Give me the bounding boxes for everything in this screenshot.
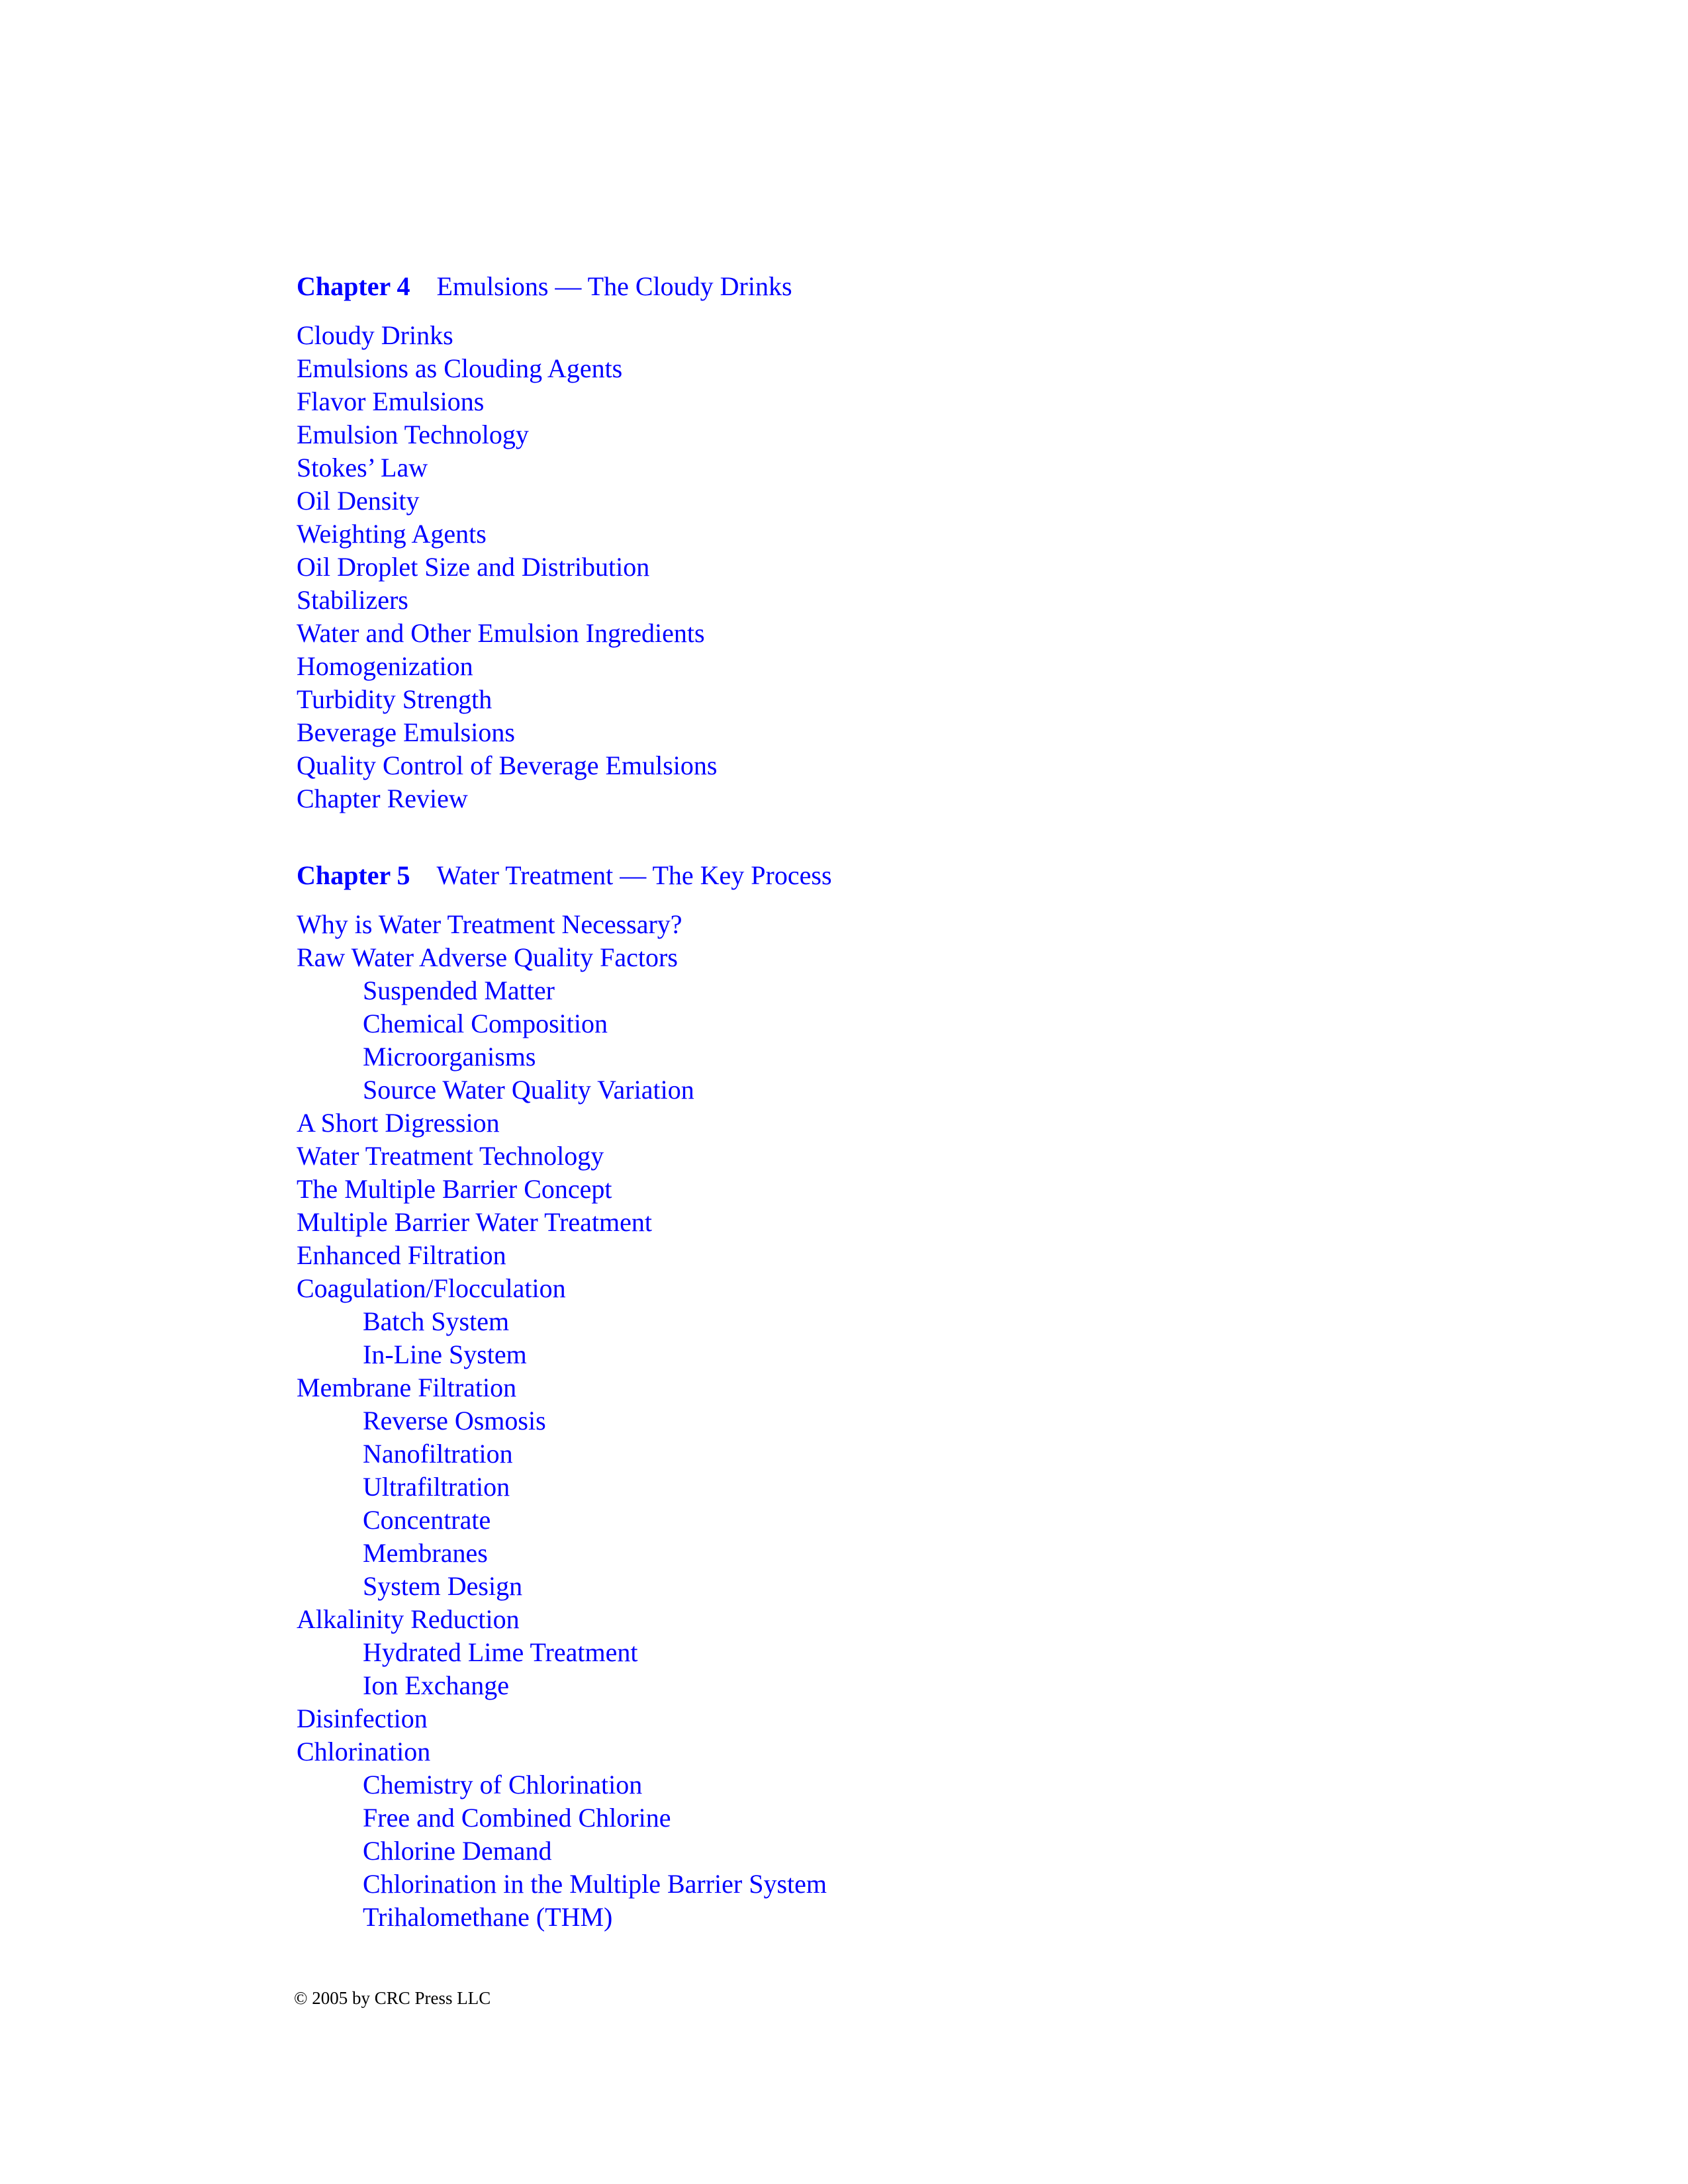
toc-subsection-link[interactable]: Free and Combined Chlorine xyxy=(363,1803,671,1833)
toc-subsection-link[interactable]: Hydrated Lime Treatment xyxy=(363,1637,638,1667)
toc-section-link[interactable]: The Multiple Barrier Concept xyxy=(297,1174,612,1204)
toc-section-link[interactable]: Water Treatment Technology xyxy=(297,1141,604,1171)
chapter-number: Chapter 5 xyxy=(297,860,410,890)
toc-section-link[interactable]: Water and Other Emulsion Ingredients xyxy=(297,618,705,648)
toc-subsection-link[interactable]: Chemistry of Chlorination xyxy=(363,1770,643,1799)
toc-section-link[interactable]: Quality Control of Beverage Emulsions xyxy=(297,751,718,780)
toc-section-link[interactable]: Enhanced Filtration xyxy=(297,1240,506,1270)
toc-subsection-link[interactable]: Batch System xyxy=(363,1306,510,1336)
chapter-entries xyxy=(297,908,1422,1934)
chapter-title: Water Treatment — The Key Process xyxy=(436,860,832,890)
toc-subsection-link[interactable]: Ion Exchange xyxy=(363,1670,510,1700)
toc-section-link[interactable]: Alkalinity Reduction xyxy=(297,1604,520,1634)
toc-section-link[interactable]: Weighting Agents xyxy=(297,519,487,549)
copyright-notice: © 2005 by CRC Press LLC xyxy=(294,1988,491,2008)
toc-section-link[interactable]: Disinfection xyxy=(297,1704,428,1733)
toc-section-link[interactable]: A Short Digression xyxy=(297,1108,500,1138)
toc-section-link[interactable]: Homogenization xyxy=(297,651,473,681)
chapter-heading[interactable] xyxy=(297,270,1422,303)
toc-subsection-link[interactable]: In-Line System xyxy=(363,1340,527,1369)
toc-subsection-link[interactable]: Concentrate xyxy=(363,1505,491,1535)
chapter-heading[interactable] xyxy=(297,859,1422,892)
toc-section-link[interactable]: Turbidity Strength xyxy=(297,684,492,714)
toc-section-link[interactable]: Oil Density xyxy=(297,486,420,516)
chapter-block-5 xyxy=(297,859,1422,1934)
table-of-contents xyxy=(297,270,1422,1934)
chapter-number: Chapter 4 xyxy=(297,271,410,301)
toc-section-link[interactable]: Beverage Emulsions xyxy=(297,717,515,747)
toc-section-link[interactable]: Cloudy Drinks xyxy=(297,320,453,350)
toc-section-link[interactable]: Chapter Review xyxy=(297,784,468,813)
chapter-title: Emulsions — The Cloudy Drinks xyxy=(436,271,792,301)
toc-section-link[interactable]: Why is Water Treatment Necessary? xyxy=(297,909,682,939)
toc-section-link[interactable]: Flavor Emulsions xyxy=(297,387,485,416)
toc-subsection-link[interactable]: Membranes xyxy=(363,1538,488,1568)
chapter-block-4 xyxy=(297,270,1422,815)
toc-section-link[interactable]: Emulsion Technology xyxy=(297,420,529,449)
toc-section-link[interactable]: Multiple Barrier Water Treatment xyxy=(297,1207,653,1237)
toc-subsection-link[interactable]: Microorganisms xyxy=(363,1042,536,1071)
toc-section-link[interactable]: Membrane Filtration xyxy=(297,1373,517,1402)
chapter-entries xyxy=(297,319,1422,815)
toc-section-link[interactable]: Stabilizers xyxy=(297,585,408,615)
toc-subsection-link[interactable]: Chlorination in the Multiple Barrier System xyxy=(363,1869,827,1899)
toc-section-link[interactable]: Stokes’ Law xyxy=(297,453,428,482)
toc-section-link[interactable]: Chlorination xyxy=(297,1737,431,1766)
toc-section-link[interactable]: Emulsions as Clouding Agents xyxy=(297,353,623,383)
toc-subsection-link[interactable]: Trihalomethane (THM) xyxy=(363,1902,613,1932)
toc-section-link[interactable]: Oil Droplet Size and Distribution xyxy=(297,552,650,582)
toc-subsection-link[interactable]: Suspended Matter xyxy=(363,976,555,1005)
toc-subsection-link[interactable]: Nanofiltration xyxy=(363,1439,513,1469)
toc-section-link[interactable]: Raw Water Adverse Quality Factors xyxy=(297,942,678,972)
toc-subsection-link[interactable]: Chemical Composition xyxy=(363,1009,608,1038)
toc-subsection-link[interactable]: Ultrafiltration xyxy=(363,1472,510,1502)
toc-subsection-link[interactable]: System Design xyxy=(363,1571,523,1601)
toc-subsection-link[interactable]: Reverse Osmosis xyxy=(363,1406,546,1435)
toc-section-link[interactable]: Coagulation/Flocculation xyxy=(297,1273,566,1303)
toc-subsection-link[interactable]: Chlorine Demand xyxy=(363,1836,552,1866)
toc-subsection-link[interactable]: Source Water Quality Variation xyxy=(363,1075,694,1105)
